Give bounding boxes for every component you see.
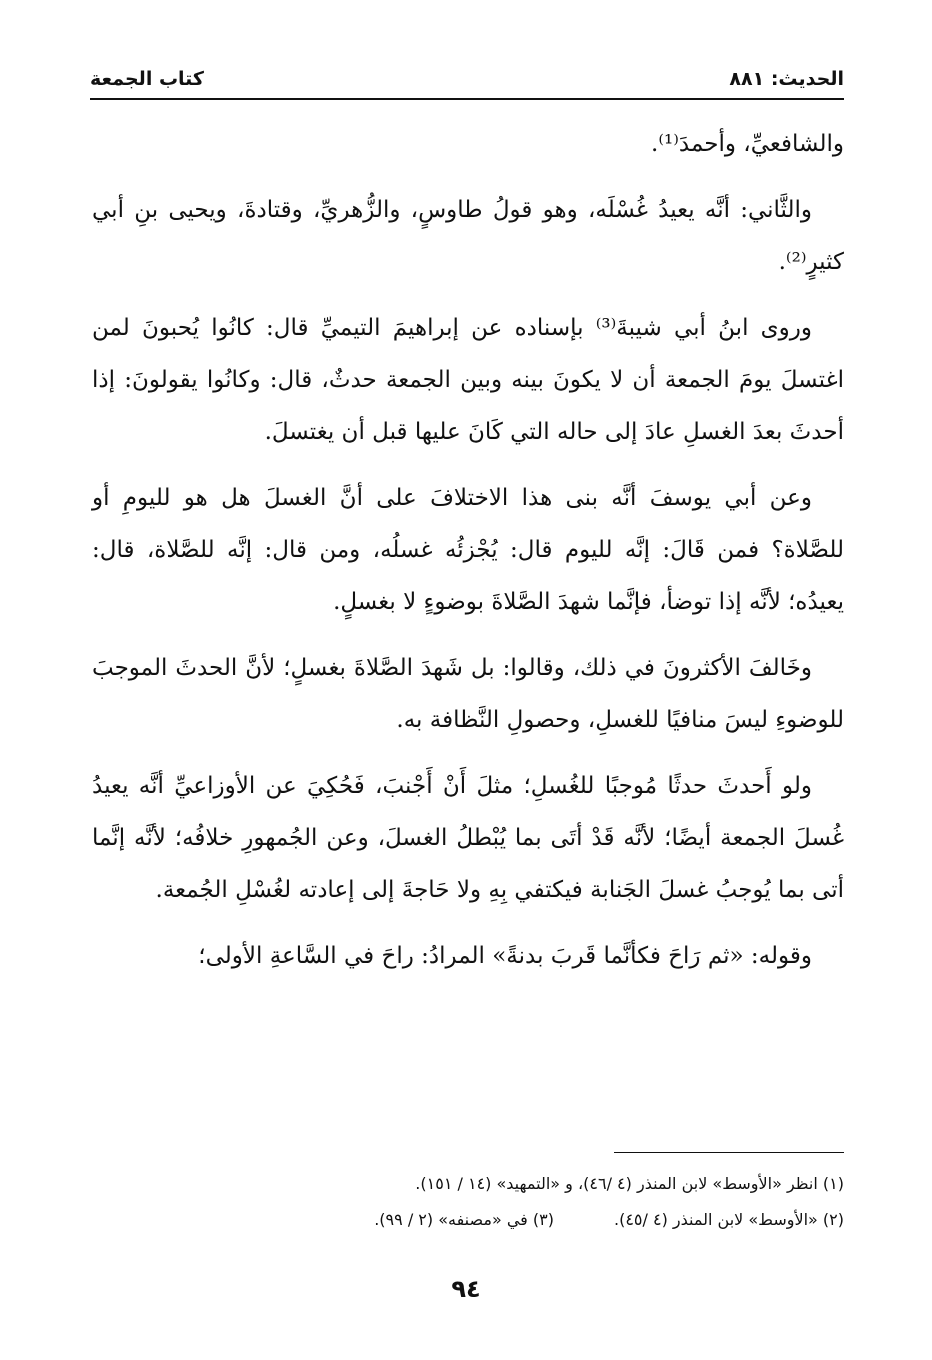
footnote-1-line (92, 1166, 844, 1202)
footnote-1: (١) انظر «الأوسط» لابن المنذر (٤ /٤٦)، و «التمهيد» (١٤ / ١٥١). (415, 1174, 844, 1193)
paragraph-6: ولو أَحدثَ حدثًا مُوجبًا للغُسلِ؛ مثلَ أَنْ أَجْنبَ، فَحُكِيَ عن الأوزاعيِّ أنَّه يعيدُ غُسلَ الجمعة أيضًا؛ لأنَّه قَدْ أتَى بما يُبْطلُ الغسلَ، وعن الجُمهورِ خلافُه؛ لأنَّه إنَّما أتى بما يُوجبُ غسلَ الجَنابة فيكتفي بِهِ ولا حَاجةَ إلى إعادته لغُسْلِ الجُمعة. (92, 773, 844, 903)
page-number: ٩٤ (451, 1275, 481, 1303)
paragraph-5: وخَالفَ الأكثرونَ في ذلك، وقالوا: بل شَهدَ الصَّلاةَ بغسلٍ؛ لأنَّ الحدثَ الموجبَ للوضوءِ ليسَ منافيًا للغسلِ، وحصولِ النَّظافة به. (92, 655, 844, 733)
paragraph-4: وعن أبي يوسفَ أنَّه بنى هذا الاختلافَ على أنَّ الغسلَ هل هو لليومِ أو للصَّلاة؟ فمن قَالَ: إنَّه لليوم قال: يُجْزئُه غسلُه، ومن قال: إنَّه للصَّلاة، قال: يعيدُه؛ لأنَّه إذا توضأ، فإنَّما شهدَ الصَّلاةَ بوضوءٍ لا بغسلٍ. (92, 485, 844, 615)
hadith-number-heading: الحديث: ٨٨١ (729, 68, 844, 90)
footnote-2: (٢) «الأوسط» لابن المنذر (٤ /٤٥). (613, 1210, 844, 1229)
paragraph-2: والثَّاني: أنَّه يعيدُ غُسْلَه، وهو قولُ طاوسٍ، والزُّهريِّ، وقتادةَ، ويحيى بنِ أبي كثيرٍ⁽²⁾. (92, 197, 844, 275)
footnote-2-3-line (92, 1202, 844, 1238)
main-text (92, 118, 844, 996)
paragraph-3: وروى ابنُ أبي شيبةَ⁽³⁾ بإسناده عن إبراهيمَ التيميِّ قال: كانُوا يُحبونَ لمن اغتسلَ يومَ الجمعة أن لا يكونَ بينه وبين الجمعة حدثٌ، قال: وكانُوا يقولونَ: إذا أحدثَ بعدَ الغسلِ عادَ إلى حاله التي كَانَ عليها قبل أن يغتسلَ. (92, 315, 844, 445)
book-title-heading: كتاب الجمعة (90, 68, 204, 90)
footnote-divider (614, 1152, 844, 1153)
paragraph-7: وقوله: «ثم رَاحَ فكأنَّما قَربَ بدنةً» المرادُ: راحَ في السَّاعةِ الأولى؛ (198, 943, 812, 969)
footnotes (92, 1166, 844, 1238)
paragraph-1: والشافعيِّ، وأحمدَ⁽¹⁾. (651, 131, 844, 157)
footnote-3: (٣) في «مصنفه» (٢ / ٩٩). (374, 1210, 554, 1229)
running-header (90, 64, 844, 100)
